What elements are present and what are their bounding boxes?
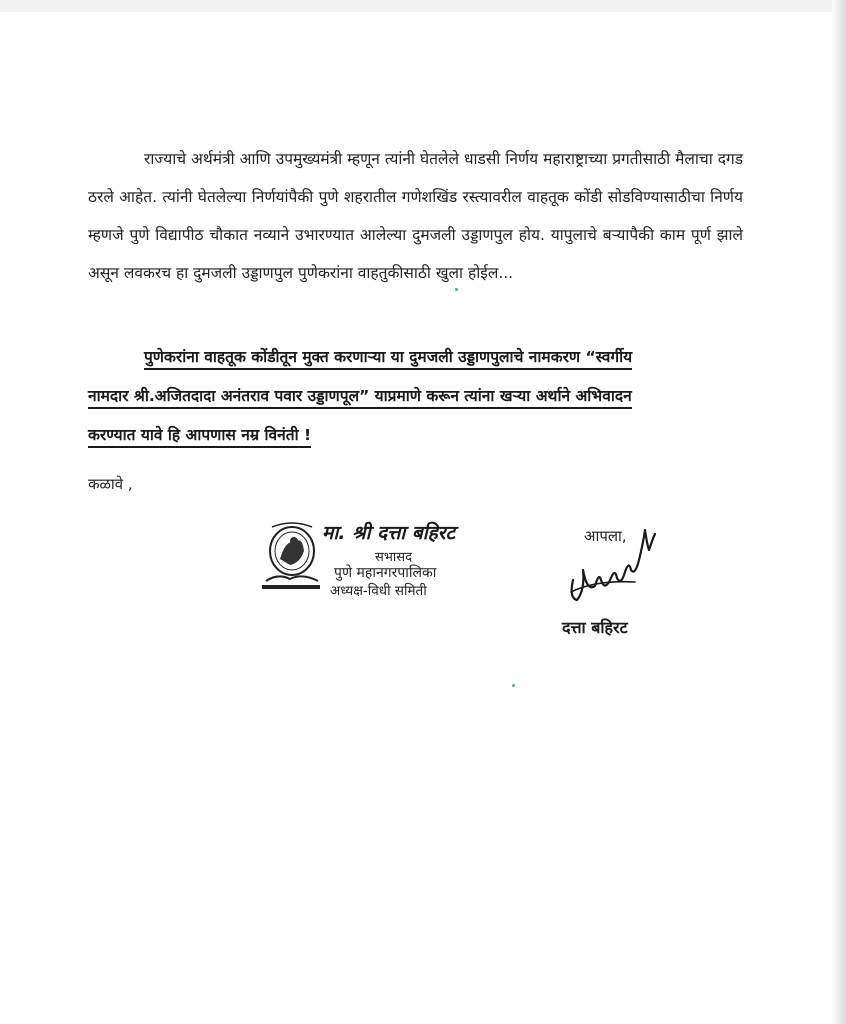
emblem-icon bbox=[260, 521, 324, 593]
page-edge-shadow bbox=[832, 0, 846, 1024]
letter-body-paragraph bbox=[88, 140, 743, 292]
request-line-2: नामदार श्री.अजितदादा अनंतराव पवार उड्डाणपूल” याप्रमाणे करून त्यांना खऱ्या अर्थाने अभिवादन bbox=[88, 387, 632, 409]
scan-speck bbox=[455, 288, 458, 291]
stamp-committee: अध्यक्ष-विधी समिती bbox=[330, 583, 427, 599]
request-paragraph bbox=[88, 338, 748, 455]
top-margin-bar bbox=[0, 0, 846, 12]
handwritten-signature bbox=[565, 520, 665, 610]
stamp-role: सभासद bbox=[375, 550, 412, 565]
body-text: राज्याचे अर्थमंत्री आणि उपमुख्यमंत्री म्हणून त्यांनी घेतलेले धाडसी निर्णय महाराष्ट्राच्या प्रगतीसाठी मैलाचा दगड ठरले आहेत. त्यांनी घेतलेल्या निर्णयांपैकी पुणे शहरातील गणेशखिंड रस्त्यावरील वाहतूक कोंडी सोडविण्यासाठीचा निर्णय म्हणजे पुणे विद्यापीठ चौकात नव्याने उभारण्यात आलेल्या दुमजली उड्डाणपुल होय. यापुलाचे बऱ्यापैकी काम पूर्ण झाले असून लवकरच हा दुमजली उड्डाणपुल पुणेकरांना वाहतुकीसाठी खुला होईल... bbox=[88, 150, 743, 282]
greeting: कळावे , bbox=[88, 475, 133, 493]
official-stamp bbox=[260, 517, 510, 607]
request-line-1: पुणेकरांना वाहतूक कोंडीतून मुक्त करणाऱ्या या दुमजली उड्डाणपुलाचे नामकरण “स्वर्गीय bbox=[144, 348, 632, 370]
letter-page bbox=[0, 12, 832, 1024]
request-line-3: करण्यात यावे हि आपणास नम्र विनंती ! bbox=[88, 426, 311, 448]
scan-speck bbox=[512, 684, 515, 687]
signer-name: दत्ता बहिरट bbox=[562, 618, 628, 637]
stamp-name: मा. श्री दत्ता बहिरट bbox=[322, 522, 456, 544]
closing-label: आपला, bbox=[584, 527, 627, 545]
stamp-organization: पुणे महानगरपालिका bbox=[334, 565, 437, 581]
